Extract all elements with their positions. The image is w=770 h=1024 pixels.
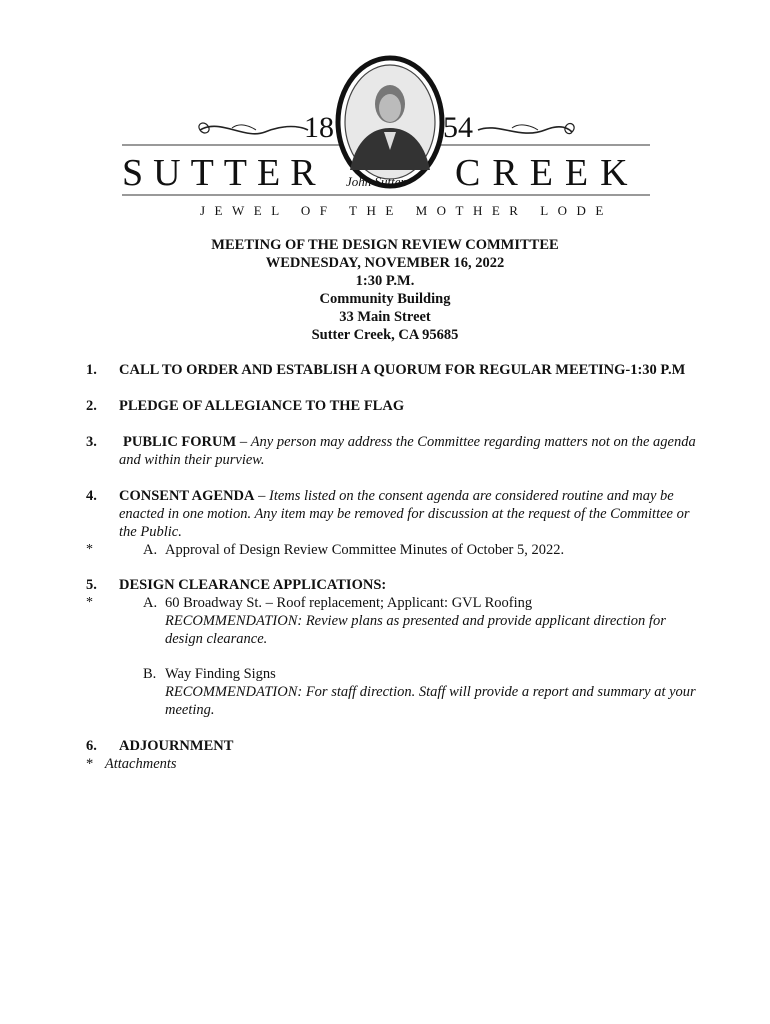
item-dash: – [254, 488, 269, 504]
year-left: 18 [304, 111, 334, 144]
sub-item-recommendation-cont: meeting. [165, 702, 215, 718]
attachments-note [86, 755, 177, 773]
tagline: JEWEL OF THE MOTHER LODE [200, 203, 613, 218]
meeting-venue: Community Building [319, 291, 451, 307]
meeting-city: Sutter Creek, CA 95685 [311, 327, 459, 343]
meeting-title: MEETING OF THE DESIGN REVIEW COMMITTEE [211, 237, 559, 253]
sub-item-letter: A. [143, 595, 158, 611]
item-title: CALL TO ORDER AND ESTABLISH A QUORUM FOR REGULAR MEETING-1:30 P.M [119, 362, 686, 378]
word-sutter: SUTTER [122, 152, 326, 194]
attachment-asterisk: * [86, 595, 93, 610]
item-title: PLEDGE OF ALLEGIANCE TO THE FLAG [119, 398, 405, 414]
item-title: PUBLIC FORUM [123, 434, 237, 450]
item-number: 6. [86, 738, 97, 754]
meeting-header [0, 236, 770, 344]
signature: John Sutter [346, 174, 406, 189]
attachment-asterisk: * [86, 756, 94, 772]
meeting-date: WEDNESDAY, NOVEMBER 16, 2022 [265, 255, 505, 271]
sub-item-text: Approval of Design Review Committee Minutes of October 5, 2022. [165, 542, 565, 558]
sub-item-5a [143, 594, 743, 612]
item-number: 5. [86, 577, 97, 593]
sub-item-letter: B. [143, 666, 157, 682]
sub-item-recommendation-cont: design clearance. [165, 631, 268, 647]
item-title: CONSENT AGENDA [119, 488, 255, 504]
item-number: 4. [86, 488, 97, 504]
item-title: DESIGN CLEARANCE APPLICATIONS: [119, 577, 387, 593]
year-right: 54 [443, 111, 473, 144]
word-creek: CREEK [455, 152, 640, 194]
item-title: ADJOURNMENT [119, 738, 234, 754]
sutter-creek-letterhead [0, 0, 770, 230]
item-description: Items listed on the consent agenda are considered routine and may be [269, 488, 674, 504]
item-description: Any person may address the Committee regarding matters not on the agenda [250, 434, 696, 450]
attachment-asterisk: * [86, 542, 93, 557]
item-number: 3. [86, 434, 97, 450]
left-flourish-icon [200, 126, 308, 133]
sub-item-4a [143, 541, 564, 559]
sub-item-recommendation: RECOMMENDATION: Review plans as presented and provide applicant direction for [165, 613, 666, 629]
item-number: 2. [86, 398, 97, 414]
sub-item-text: Way Finding Signs [165, 666, 276, 682]
meeting-time: 1:30 P.M. [355, 273, 415, 289]
item-description-cont: the Public. [119, 524, 182, 540]
meeting-street: 33 Main Street [339, 309, 431, 325]
sub-item-text: 60 Broadway St. – Roof replacement; Applicant: GVL Roofing [165, 595, 533, 611]
sub-item-5b [143, 665, 276, 683]
item-dash: – [236, 434, 251, 450]
sub-item-recommendation: RECOMMENDATION: For staff direction. Staff will provide a report and summary at your [165, 684, 696, 700]
item-description-cont: and within their purview. [119, 452, 265, 468]
item-number: 1. [86, 362, 97, 378]
right-flourish-icon [478, 127, 572, 133]
attachments-label: Attachments [104, 756, 177, 772]
item-description-cont: enacted in one motion. Any item may be removed for discussion at the request of the Committee or [119, 506, 690, 522]
sub-item-letter: A. [143, 542, 158, 558]
